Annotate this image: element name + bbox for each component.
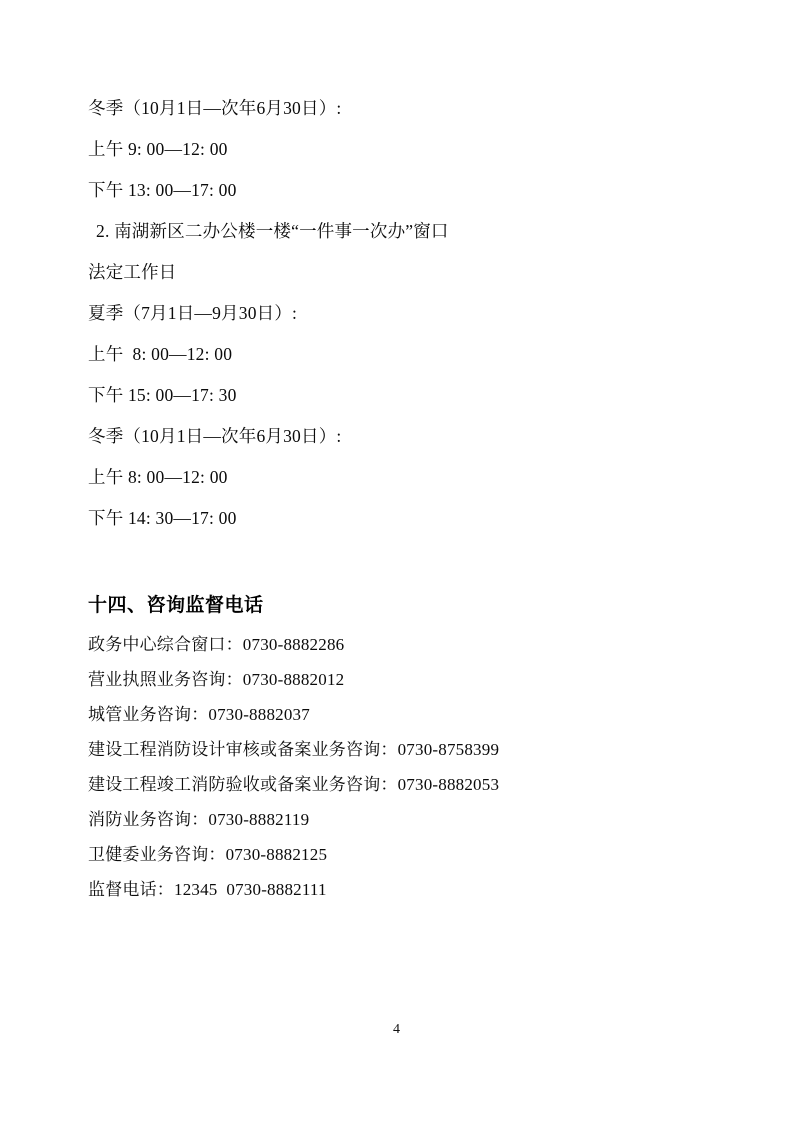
schedule-line: 2. 南湖新区二办公楼一楼“一件事一次办”窗口 (96, 221, 449, 241)
schedule-line: 上午 8: 00—12: 00 (88, 467, 228, 487)
schedule-line: 下午 13: 00—17: 00 (88, 180, 237, 200)
phone-line: 监督电话：12345 0730-8882111 (88, 880, 327, 899)
schedule-line: 下午 14: 30—17: 00 (88, 508, 237, 528)
schedule-line: 冬季（10月1日—次年6月30日）: (88, 426, 342, 446)
phone-line: 消防业务咨询：0730-8882119 (88, 810, 310, 829)
schedule-line: 上午 8: 00—12: 00 (88, 344, 233, 364)
phone-line: 营业执照业务咨询：0730-8882012 (88, 670, 345, 689)
schedule-line: 夏季（7月1日—9月30日）: (88, 303, 298, 323)
page-number: 4 (393, 1022, 400, 1037)
phone-line: 城管业务咨询：0730-8882037 (88, 705, 310, 724)
schedule-line: 上午 9: 00—12: 00 (88, 139, 228, 159)
schedule-line: 下午 15: 00—17: 30 (88, 385, 237, 405)
spacer (88, 539, 708, 585)
phone-list (88, 627, 708, 907)
phone-line: 建设工程消防设计审核或备案业务咨询：0730-8758399 (88, 740, 500, 759)
page-content (88, 88, 708, 907)
section-heading: 十四、咨询监督电话 (88, 594, 264, 616)
phone-line: 卫健委业务咨询：0730-8882125 (88, 845, 328, 864)
phone-line: 政务中心综合窗口：0730-8882286 (88, 635, 345, 654)
schedule-line: 法定工作日 (88, 262, 177, 282)
phone-line: 建设工程竣工消防验收或备案业务咨询：0730-8882053 (88, 775, 500, 794)
schedule-line: 冬季（10月1日—次年6月30日）: (88, 98, 342, 118)
